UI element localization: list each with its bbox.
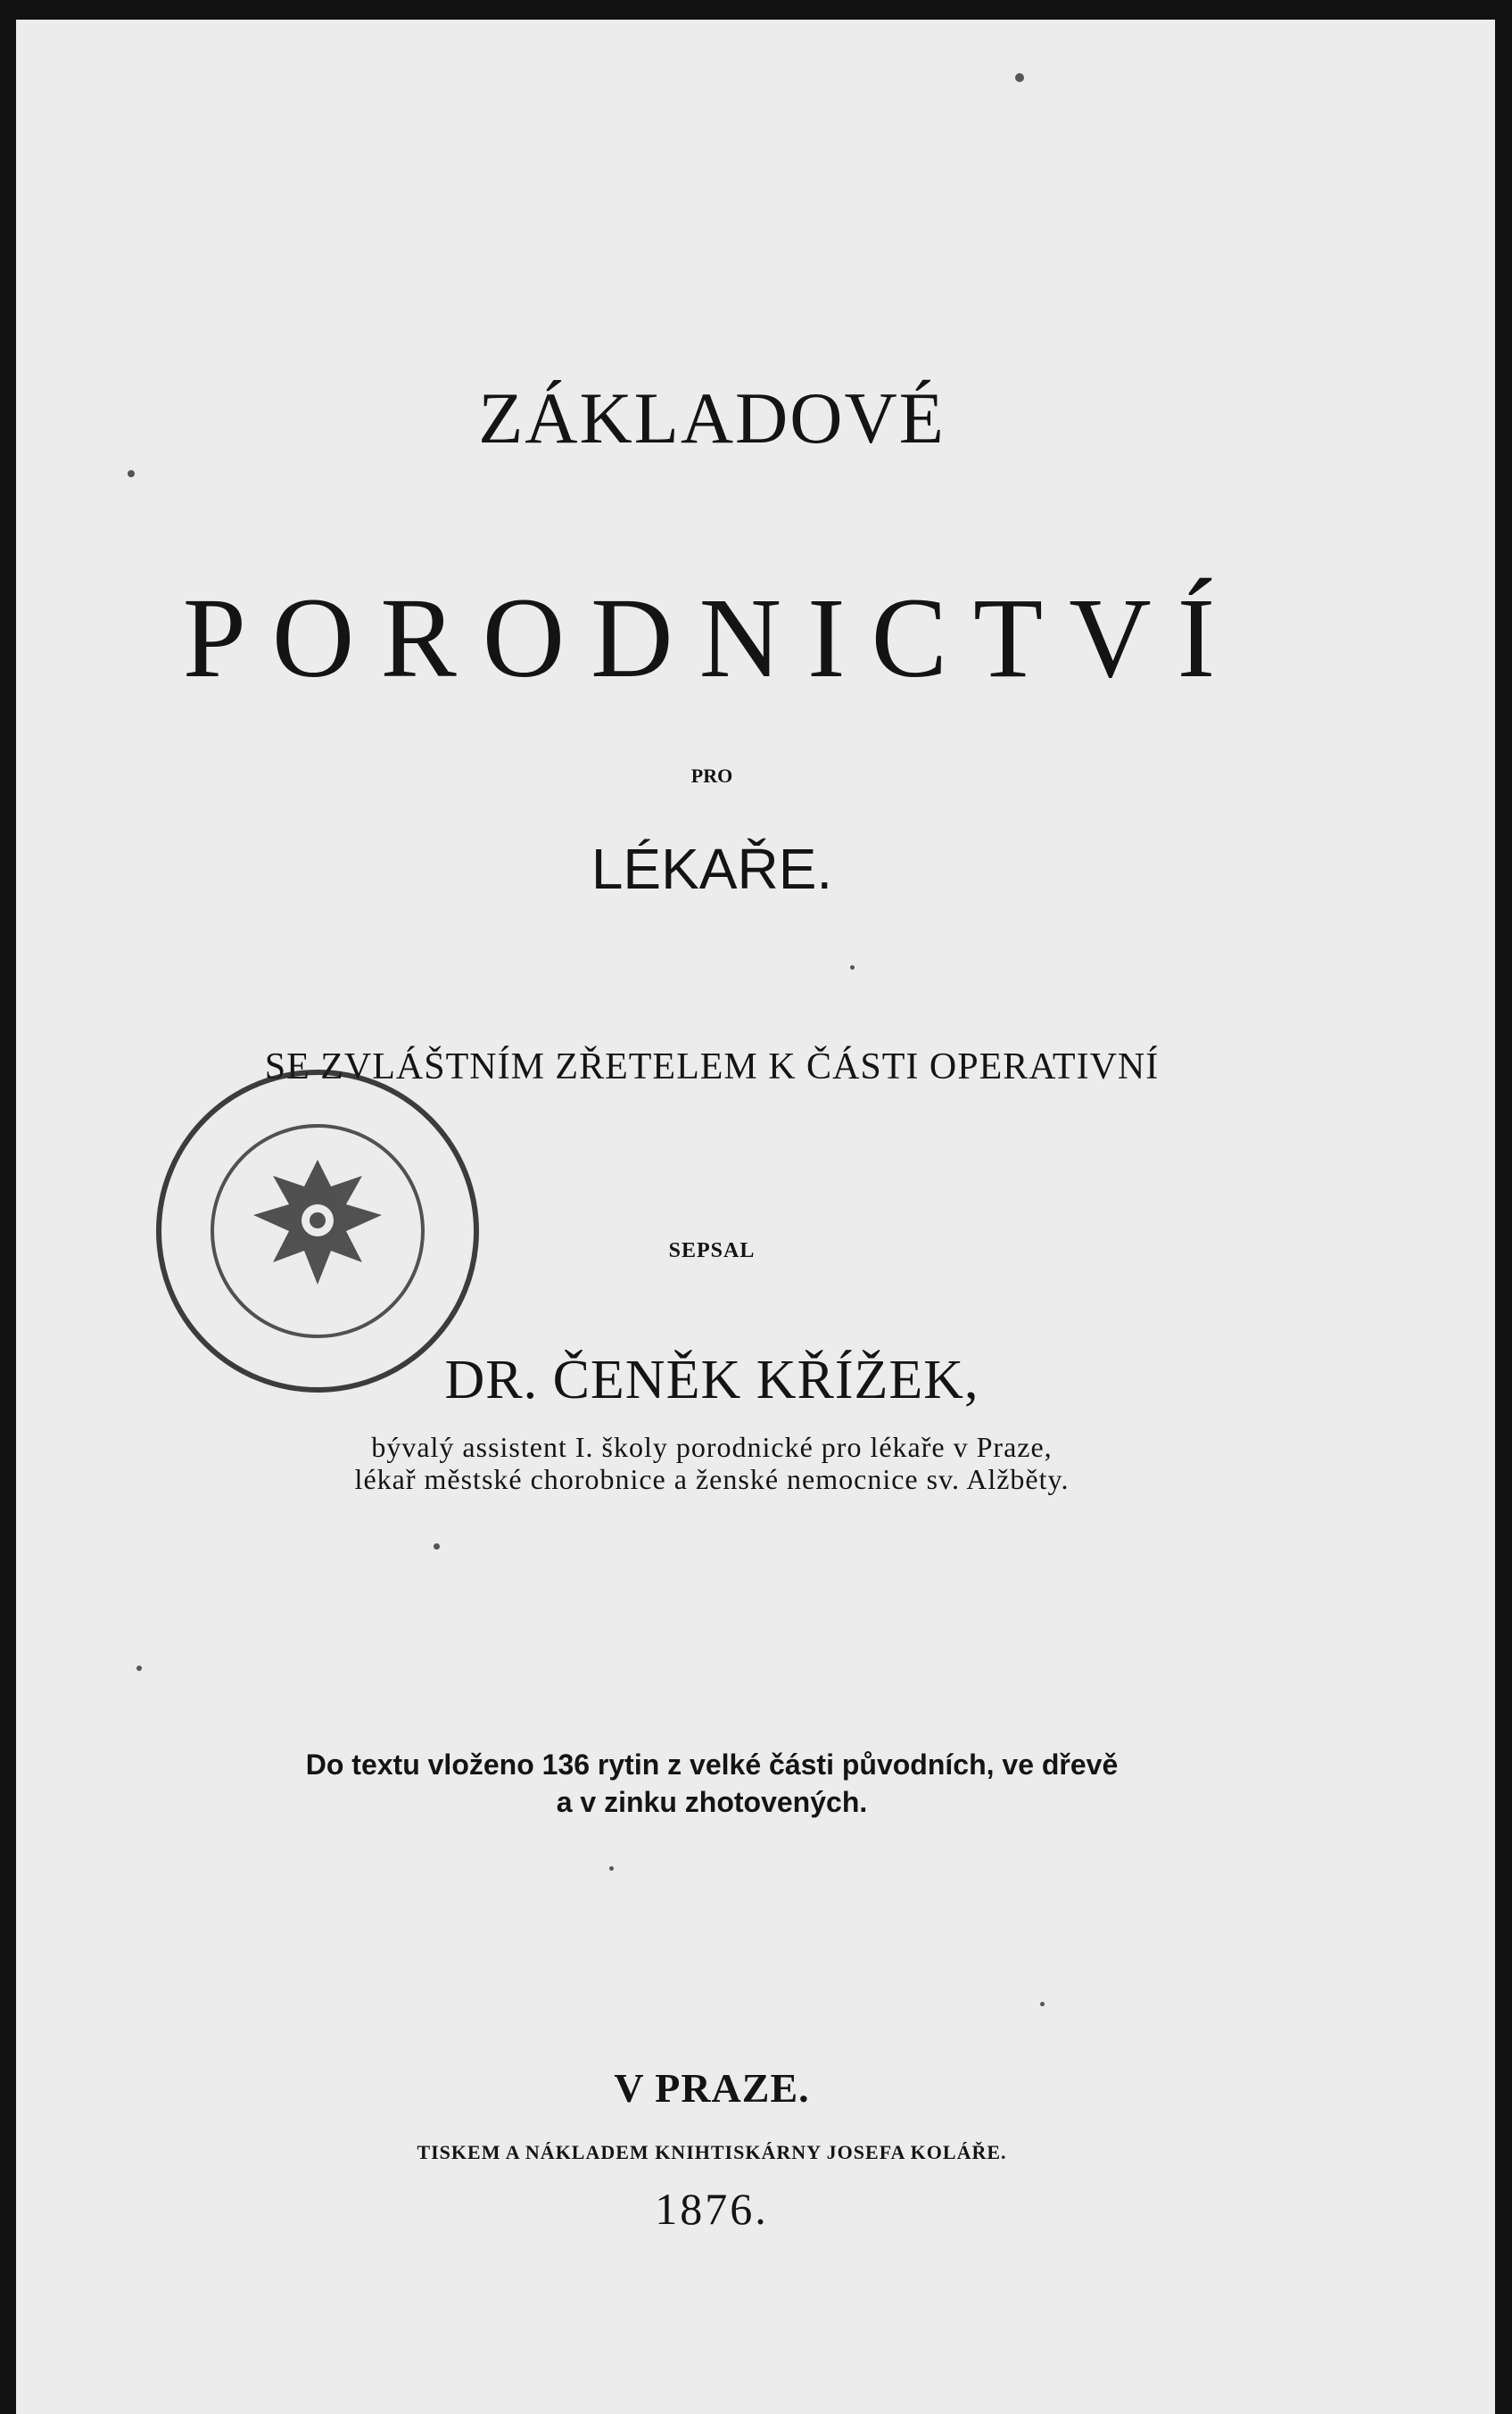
paper-speck: [850, 965, 855, 970]
paper-speck: [1040, 2002, 1045, 2006]
library-stamp: [148, 1062, 487, 1401]
paper-speck: [1015, 73, 1024, 82]
title-line-1: ZÁKLADOVÉ: [478, 377, 946, 459]
audience-label: LÉKAŘE.: [591, 837, 833, 901]
sepsal-label: SEPSAL: [668, 1239, 756, 1262]
illustrations-note-line-1: Do textu vloženo 136 rytin z velké části původních, ve dřevě: [305, 1748, 1119, 1781]
paper-speck: [128, 470, 135, 477]
publication-city: V PRAZE.: [614, 2065, 810, 2111]
title-line-2: PORODNICTVÍ: [182, 575, 1242, 701]
paper-speck: [609, 1866, 614, 1871]
affiliation-line-1: bývalý assistent I. školy porodnické pro lékaře v Praze,: [371, 1431, 1053, 1463]
pro-label: PRO: [690, 765, 733, 787]
title-page: [16, 20, 1495, 2414]
author-name: DR. ČENĚK KŘÍŽEK,: [444, 1350, 979, 1410]
publication-year: 1876.: [655, 2184, 769, 2234]
subtitle: SE ZVLÁŠTNÍM ZŘETELEM K ČÁSTI OPERATIVNÍ: [264, 1046, 1160, 1087]
stamp-eagle-emblem: [253, 1160, 382, 1285]
paper-speck: [434, 1543, 440, 1550]
illustrations-note-line-2: a v zinku zhotovených.: [556, 1786, 868, 1818]
publisher-line: TISKEM A NÁKLADEM KNIHTISKÁRNY JOSEFA KOLÁŘE.: [417, 2141, 1007, 2163]
affiliation-line-2: lékař městské chorobnice a ženské nemocnice sv. Alžběty.: [354, 1463, 1070, 1495]
paper-speck: [136, 1666, 142, 1671]
